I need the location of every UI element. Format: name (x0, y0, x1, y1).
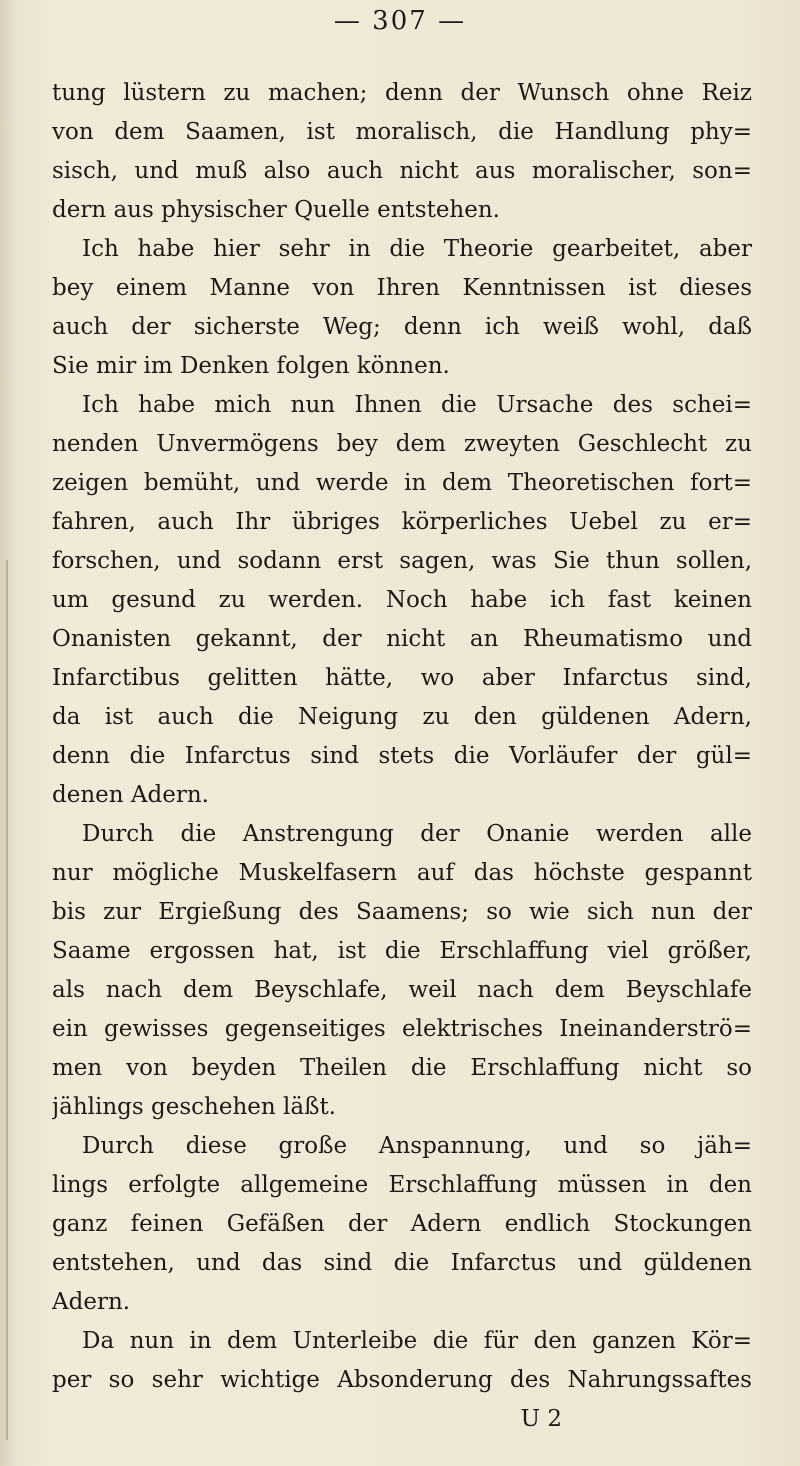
text-line: da ist auch die Neigung zu den güldenen Adern, (52, 704, 752, 730)
text-line: fahren, auch Ihr übriges körperliches Uebel zu er= (52, 509, 752, 535)
text-line: lings erfolgte allgemeine Erschlaffung müssen in den (52, 1172, 752, 1198)
text-line: Onanisten gekannt, der nicht an Rheumatismo und (52, 626, 752, 652)
text-line: ganz feinen Gefäßen der Adern endlich Stockungen (52, 1211, 752, 1237)
text-line: Sie mir im Denken folgen können. (52, 353, 450, 379)
text-line: um gesund zu werden. Noch habe ich fast keinen (52, 587, 752, 613)
text-line: dern aus physischer Quelle entstehen. (52, 197, 500, 223)
text-line: nenden Unvermögens bey dem zweyten Geschlecht zu (52, 431, 752, 457)
text-line: tung lüstern zu machen; denn der Wunsch ohne Reiz (52, 80, 752, 106)
text-line: jählings geschehen läßt. (52, 1094, 336, 1120)
text-line: Durch diese große Anspannung, und so jäh= (82, 1133, 752, 1159)
text-line: entstehen, und das sind die Infarctus und güldenen (52, 1250, 752, 1276)
text-line: bis zur Ergießung des Saamens; so wie sich nun der (52, 899, 752, 925)
signature-mark: U 2 (520, 1406, 562, 1432)
text-line: Adern. (52, 1289, 131, 1315)
text-line: Ich habe hier sehr in die Theorie gearbeitet, aber (82, 236, 752, 262)
text-line: auch der sicherste Weg; denn ich weiß wohl, daß (52, 314, 752, 340)
text-line: sisch, und muß also auch nicht aus moralischer, son= (52, 158, 752, 184)
text-line: per so sehr wichtige Absonderung des Nahrungssaftes (52, 1367, 752, 1393)
text-line: denen Adern. (52, 782, 209, 808)
text-line: Da nun in dem Unterleibe die für den ganzen Kör= (82, 1328, 752, 1354)
page-number: — 307 — (333, 6, 467, 36)
text-line: ein gewisses gegenseitiges elektrisches Ineinanderströ= (52, 1016, 752, 1042)
binding-gutter (6, 560, 8, 1440)
text-line: Ich habe mich nun Ihnen die Ursache des schei= (82, 392, 752, 418)
text-line: von dem Saamen, ist moralisch, die Handlung phy= (52, 119, 752, 145)
text-line: bey einem Manne von Ihren Kenntnissen ist dieses (52, 275, 752, 301)
text-line: denn die Infarctus sind stets die Vorläufer der gül= (52, 743, 752, 769)
text-line: als nach dem Beyschlafe, weil nach dem Beyschlafe (52, 977, 752, 1003)
text-line: zeigen bemüht, und werde in dem Theoretischen fort= (52, 470, 752, 496)
text-line: Infarctibus gelitten hätte, wo aber Infarctus sind, (52, 665, 752, 691)
text-line: forschen, und sodann erst sagen, was Sie thun sollen, (52, 548, 752, 574)
text-line: men von beyden Theilen die Erschlaffung nicht so (52, 1055, 752, 1081)
text-line: Saame ergossen hat, ist die Erschlaffung viel größer, (52, 938, 752, 964)
text-line: Durch die Anstrengung der Onanie werden alle (82, 821, 752, 847)
text-line: nur mögliche Muskelfasern auf das höchste gespannt (52, 860, 752, 886)
body-text (52, 74, 752, 1439)
